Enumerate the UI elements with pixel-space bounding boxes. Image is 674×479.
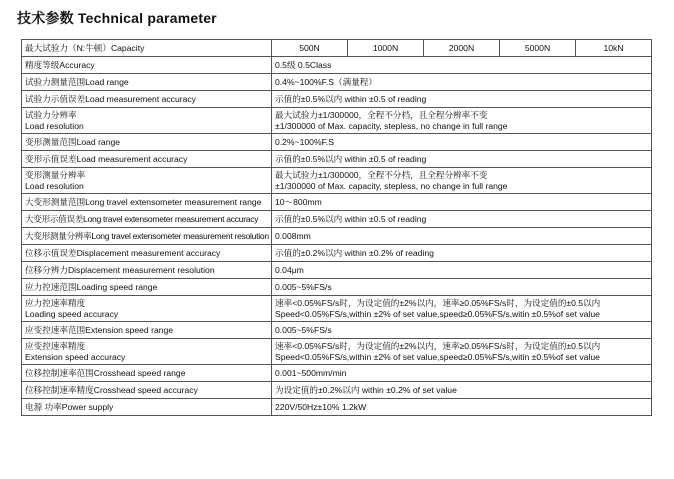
- spec-row: [22, 245, 652, 262]
- spec-value-line: 速率<0.05%FS/s时，为设定值的±2%以内，速率≥0.05%FS/s时，为设定值的±0.5以内: [275, 297, 601, 308]
- spec-value-line: Speed<0.05%FS/s,within ±2% of set value,speed≥0.05%FS/s,witin ±0.5%of set value: [275, 351, 600, 362]
- spec-row: [22, 322, 652, 339]
- spec-value: [272, 296, 652, 322]
- spec-row: [22, 279, 652, 296]
- spec-label: [22, 262, 272, 279]
- spec-row: [22, 168, 652, 194]
- spec-value-line: ±1/300000 of Max. capacity, stepless, no change in full range: [275, 120, 508, 131]
- spec-label: [22, 151, 272, 168]
- spec-value-line: 0.001~500mm/min: [275, 367, 347, 378]
- spec-row: [22, 134, 652, 151]
- spec-value: [272, 365, 652, 382]
- spec-row: [22, 194, 652, 211]
- spec-label: [22, 108, 272, 134]
- spec-label-line: 变形示值误差Load measurement accuracy: [25, 153, 188, 164]
- spec-label-line: Load resolution: [25, 120, 84, 131]
- spec-value: [272, 108, 652, 134]
- spec-row: [22, 382, 652, 399]
- spec-label-line: 位移分辨力Displacement measurement resolution: [25, 264, 215, 275]
- spec-label-line: 电源 功率Power supply: [25, 401, 114, 412]
- spec-value: [272, 57, 652, 74]
- spec-label-line: 试验力测量范围Load range: [25, 76, 129, 87]
- spec-value: [272, 134, 652, 151]
- capacity-value: 500N: [272, 40, 348, 57]
- spec-label-line: 应力控速率精度: [25, 297, 86, 308]
- spec-value-line: 0.04μm: [275, 264, 304, 275]
- spec-value-line: 速率<0.05%FS/s时，为设定值的±2%以内，速率≥0.05%FS/s时，为设定值的±0.5以内: [275, 340, 601, 351]
- page-title: 技术参数 Technical parameter: [17, 10, 217, 26]
- spec-value: [272, 279, 652, 296]
- spec-label: [22, 91, 272, 108]
- spec-label-line: 位移控制速率精度Crosshead speed accuracy: [25, 384, 198, 395]
- spec-label: [22, 168, 272, 194]
- spec-label-line: 位移示值误差Displacement measurement accuracy: [25, 247, 221, 258]
- spec-label-line: 变形测量范围Load range: [25, 136, 121, 147]
- spec-value: [272, 74, 652, 91]
- spec-value: [272, 151, 652, 168]
- spec-row: [22, 262, 652, 279]
- spec-label: [22, 134, 272, 151]
- spec-value-line: 示值的±0.5%以内 within ±0.5 of reading: [275, 213, 427, 224]
- spec-row: [22, 57, 652, 74]
- spec-label-line: 试验力示值误差Load measurement accuracy: [25, 93, 196, 104]
- capacity-value: 2000N: [424, 40, 500, 57]
- spec-label-line: 精度等级Accuracy: [25, 59, 95, 70]
- spec-row: [22, 228, 652, 245]
- spec-value: [272, 339, 652, 365]
- spec-label-line: 应力控速范围Loading speed range: [25, 281, 158, 292]
- spec-label-line: 应变控速率精度: [25, 340, 86, 351]
- spec-row: [22, 399, 652, 416]
- spec-row: [22, 339, 652, 365]
- spec-label-line: 大变形测量范围Long travel extensometer measurement range: [25, 196, 262, 207]
- spec-label-line: Loading speed accuracy: [25, 308, 119, 319]
- spec-label: [22, 382, 272, 399]
- spec-label: [22, 245, 272, 262]
- spec-label: [22, 296, 272, 322]
- spec-value-line: 为设定值的±0.2%以内 within ±0.2% of set value: [275, 384, 457, 395]
- spec-label: [22, 399, 272, 416]
- spec-label-line: 大变形示值误差Long travel extensometer measurement accuracy: [25, 213, 259, 224]
- spec-value-line: 0.5级 0.5Class: [275, 59, 332, 70]
- spec-label: [22, 211, 272, 228]
- spec-row: [22, 365, 652, 382]
- capacity-row: [22, 40, 652, 57]
- spec-value-line: 0.2%~100%F.S: [275, 136, 335, 147]
- spec-label: [22, 339, 272, 365]
- spec-label-line: Load resolution: [25, 180, 84, 191]
- capacity-value: 10kN: [576, 40, 652, 57]
- spec-value-line: 220V/50Hz±10% 1.2kW: [275, 401, 367, 412]
- spec-label-line: 试验力分辨率: [25, 109, 77, 120]
- spec-label-line: 应变控速率范围Extension speed range: [25, 324, 174, 335]
- spec-value: [272, 382, 652, 399]
- spec-value-line: 0.008mm: [275, 230, 311, 241]
- spec-value-line: 最大试验力±1/300000，全程不分档，且全程分辨率不变: [275, 109, 488, 120]
- spec-value: [272, 168, 652, 194]
- spec-label-line: 大变形测量分辨率Long travel extensometer measurement resolution: [25, 230, 269, 241]
- spec-row: [22, 211, 652, 228]
- technical-parameter-table: [21, 39, 652, 416]
- spec-row: [22, 108, 652, 134]
- spec-value-line: 示值的±0.5%以内 within ±0.5 of reading: [275, 93, 427, 104]
- spec-value-line: Speed<0.05%FS/s,within ±2% of set value,speed≥0.05%FS/s,witin ±0.5%of set value: [275, 308, 600, 319]
- spec-label: [22, 194, 272, 211]
- spec-value-line: 0.005~5%FS/s: [275, 281, 332, 292]
- spec-label: [22, 74, 272, 91]
- spec-row: [22, 151, 652, 168]
- spec-value: [272, 91, 652, 108]
- spec-label: [22, 322, 272, 339]
- spec-label: [22, 228, 272, 245]
- spec-value: [272, 194, 652, 211]
- spec-value: [272, 245, 652, 262]
- spec-value: [272, 322, 652, 339]
- spec-row: [22, 91, 652, 108]
- capacity-value: 5000N: [500, 40, 576, 57]
- spec-row: [22, 296, 652, 322]
- spec-label: [22, 279, 272, 296]
- spec-value-line: 最大试验力±1/300000，全程不分档，且全程分辨率不变: [275, 169, 488, 180]
- capacity-label: 最大试验力（N:牛顿）Capacity: [22, 40, 272, 57]
- spec-value: [272, 228, 652, 245]
- spec-value-line: ±1/300000 of Max. capacity, stepless, no change in full range: [275, 180, 508, 191]
- spec-label-line: 变形测量分辨率: [25, 169, 86, 180]
- spec-value-line: 示值的±0.5%以内 within ±0.5 of reading: [275, 153, 427, 164]
- spec-label: [22, 57, 272, 74]
- spec-label-line: Extension speed accuracy: [25, 351, 126, 362]
- spec-value: [272, 262, 652, 279]
- spec-label: [22, 365, 272, 382]
- spec-label-line: 位移控制速率范围Crosshead speed range: [25, 367, 186, 378]
- spec-value-line: 0.005~5%FS/s: [275, 324, 332, 335]
- spec-value-line: 10～800mm: [275, 196, 322, 207]
- spec-value-line: 示值的±0.2%以内 within ±0.2% of reading: [275, 247, 434, 258]
- spec-value-line: 0.4%~100%F.S（满量程）: [275, 76, 377, 87]
- spec-value: [272, 399, 652, 416]
- spec-row: [22, 74, 652, 91]
- capacity-value: 1000N: [348, 40, 424, 57]
- spec-value: [272, 211, 652, 228]
